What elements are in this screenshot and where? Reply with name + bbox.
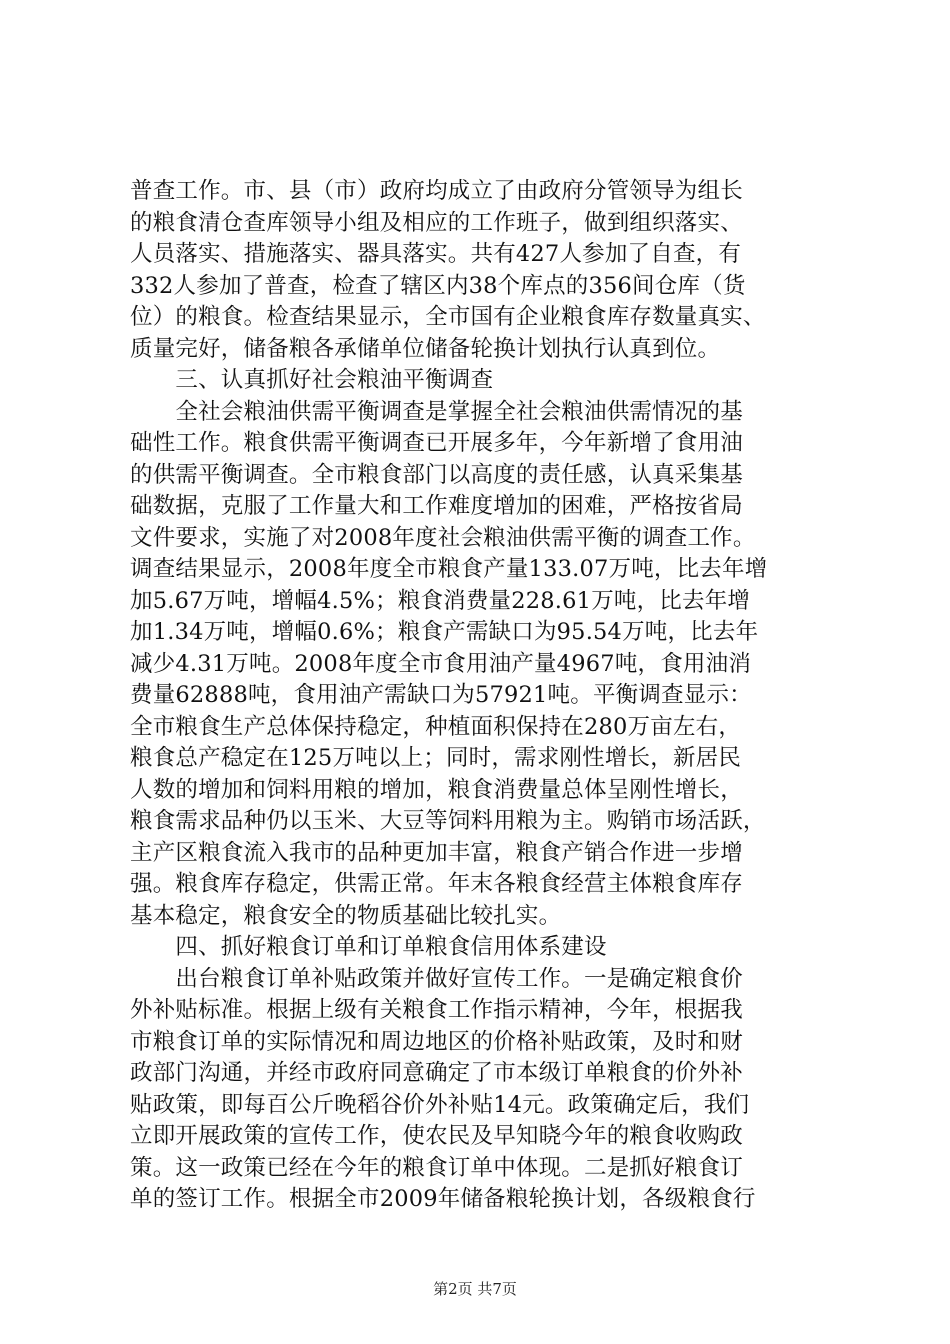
text-line: 加1.34万吨，增幅0.6%；粮食产需缺口为95.54万吨，比去年 bbox=[130, 619, 759, 645]
text-line: 政部门沟通，并经市政府同意确定了市本级订单粮食的价外补 bbox=[130, 1060, 743, 1086]
text-line: 粮食总产稳定在125万吨以上；同时，需求刚性增长，新居民 bbox=[130, 745, 742, 771]
text-line: 贴政策，即每百公斤晚稻谷价外补贴14元。政策确定后，我们 bbox=[130, 1091, 750, 1118]
text-line: 人数的增加和饲料用粮的增加，粮食消费量总体呈刚性增长， bbox=[130, 776, 743, 803]
text-line: 332人参加了普查，检查了辖区内38个库点的356间仓库（货 bbox=[130, 272, 746, 299]
text-line: 立即开展政策的宣传工作，使农民及早知晓今年的粮食收购政 bbox=[130, 1123, 743, 1149]
text-line: 调查结果显示，2008年度全市粮食产量133.07万吨，比去年增 bbox=[130, 556, 768, 582]
text-line: 基本稳定，粮食安全的物质基础比较扎实。 bbox=[130, 902, 562, 929]
text-line: 普查工作。市、县（市）政府均成立了由政府分管领导为组长 bbox=[130, 178, 743, 204]
text-line: 的供需平衡调查。全市粮食部门以高度的责任感，认真采集基 bbox=[130, 461, 743, 488]
text-line: 出台粮食订单补贴政策并做好宣传工作。一是确定粮食价 bbox=[130, 965, 743, 992]
text-line: 强。粮食库存稳定，供需正常。年末各粮食经营主体粮食库存 bbox=[130, 871, 743, 897]
text-line: 人员落实、措施落实、器具落实。共有427人参加了自查，有 bbox=[130, 241, 742, 267]
text-line: 主产区粮食流入我市的品种更加丰富，粮食产销合作进一步增 bbox=[130, 839, 743, 866]
text-line: 三、认真抓好社会粮油平衡调查 bbox=[130, 367, 494, 393]
text-line: 的粮食清仓查库领导小组及相应的工作班子，做到组织落实、 bbox=[130, 209, 743, 236]
text-line: 础数据，克服了工作量大和工作难度增加的困难，严格按省局 bbox=[130, 493, 743, 519]
text-line: 市粮食订单的实际情况和周边地区的价格补贴政策，及时和财 bbox=[130, 1028, 743, 1055]
text-line: 费量62888吨，食用油产需缺口为57921吨。平衡调查显示： bbox=[130, 682, 752, 708]
text-line: 加5.67万吨，增幅4.5%；粮食消费量228.61万吨，比去年增 bbox=[130, 587, 751, 614]
text-line: 文件要求，实施了对2008年度社会粮油供需平衡的调查工作。 bbox=[130, 524, 756, 551]
text-line: 减少4.31万吨。2008年度全市食用油产量4967吨，食用油消 bbox=[130, 650, 752, 677]
text-line: 全社会粮油供需平衡调查是掌握全社会粮油供需情况的基 bbox=[130, 398, 743, 425]
body-text bbox=[130, 176, 830, 1216]
text-line: 全市粮食生产总体保持稳定，种植面积保持在280万亩左右， bbox=[130, 713, 742, 740]
text-line: 单的签订工作。根据全市2009年储备粮轮换计划，各级粮食行 bbox=[130, 1186, 756, 1212]
page-footer: 第2页 共7页 bbox=[433, 1280, 517, 1298]
text-line: 础性工作。粮食供需平衡调查已开展多年，今年新增了食用油 bbox=[130, 430, 743, 456]
text-line: 外补贴标准。根据上级有关粮食工作指示精神，今年，根据我 bbox=[130, 997, 743, 1023]
text-line: 位）的粮食。检查结果显示，全市国有企业粮食库存数量真实、 bbox=[130, 304, 766, 330]
text-line: 四、抓好粮食订单和订单粮食信用体系建设 bbox=[130, 934, 607, 960]
text-line: 质量完好，储备粮各承储单位储备轮换计划执行认真到位。 bbox=[130, 335, 721, 362]
text-line: 策。这一政策已经在今年的粮食订单中体现。二是抓好粮食订 bbox=[130, 1154, 743, 1181]
text-line: 粮食需求品种仍以玉米、大豆等饲料用粮为主。购销市场活跃， bbox=[130, 808, 766, 834]
